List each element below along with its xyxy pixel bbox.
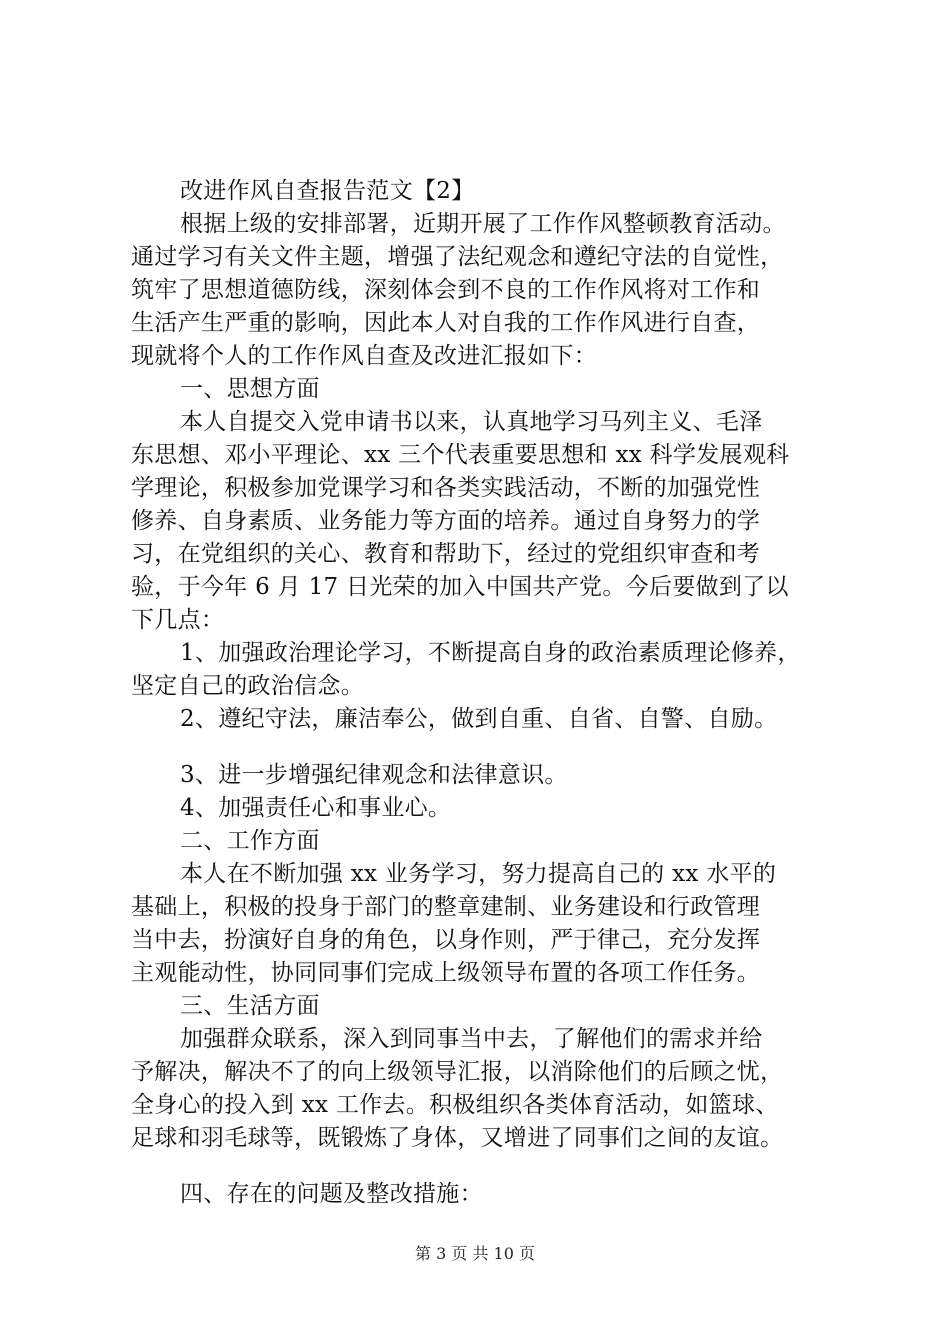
section1-line-3: 学理论，积极参加党课学习和各类实践活动，不断的加强党性 (131, 475, 761, 501)
section2-line-3: 当中去，扮演好自身的角色，以身作则，严于律己，充分发挥 (131, 927, 761, 953)
section1-line-7: 下几点： (131, 607, 225, 633)
section-heading-work: 二、工作方面 (180, 828, 320, 854)
section1-line-5: 习，在党组织的关心、教育和帮助下，经过的党组织审查和考 (131, 541, 761, 567)
section3-line-4: 足球和羽毛球等，既锻炼了身体，又增进了同事们之间的友谊。 (131, 1125, 784, 1151)
section3-line-3: 全身心的投入到 xx 工作去。积极组织各类体育活动，如篮球、 (131, 1092, 779, 1118)
intro-line-4: 生活产生严重的影响，因此本人对自我的工作作风进行自查， (131, 310, 761, 336)
point-3: 3、进一步增强纪律观念和法律意识。 (180, 762, 568, 788)
document-title: 改进作风自查报告范文【2】 (180, 178, 475, 204)
section1-line-1: 本人自提交入党申请书以来，认真地学习马列主义、毛泽 (180, 409, 763, 435)
section3-line-2: 予解决，解决不了的向上级领导汇报，以消除他们的后顾之忧， (131, 1059, 784, 1085)
intro-line-2: 通过学习有关文件主题，增强了法纪观念和遵纪守法的自觉性， (131, 244, 784, 270)
intro-line-5: 现就将个人的工作作风自查及改进汇报如下： (131, 343, 597, 369)
section1-line-6: 验，于今年 6 月 17 日光荣的加入中国共产党。今后要做到了以 (131, 574, 789, 600)
section2-line-4: 主观能动性，协同同事们完成上级领导布置的各项工作任务。 (131, 960, 761, 986)
page-number-footer: 第 3 页 共 10 页 (415, 1244, 535, 1263)
section2-line-1: 本人在不断加强 xx 业务学习，努力提高自己的 xx 水平的 (180, 861, 777, 887)
section1-line-2: 东思想、邓小平理论、xx 三个代表重要思想和 xx 科学发展观科 (131, 442, 790, 468)
section3-line-1: 加强群众联系，深入到同事当中去，了解他们的需求并给 (180, 1026, 763, 1052)
point-4: 4、加强责任心和事业心。 (180, 795, 452, 821)
section-heading-problems: 四、存在的问题及整改措施： (180, 1181, 483, 1207)
section-heading-thought: 一、思想方面 (180, 376, 320, 402)
intro-line-1: 根据上级的安排部署，近期开展了工作作风整顿教育活动。 (180, 211, 786, 237)
section1-line-4: 修养、自身素质、业务能力等方面的培养。通过自身努力的学 (131, 508, 761, 534)
point-2: 2、遵纪守法，廉洁奉公，做到自重、自省、自警、自励。 (180, 706, 778, 732)
intro-line-3: 筑牢了思想道德防线，深刻体会到不良的工作作风将对工作和 (131, 277, 761, 303)
point-1-line-2: 坚定自己的政治信念。 (131, 673, 364, 699)
section2-line-2: 基础上，积极的投身于部门的整章建制、业务建设和行政管理 (131, 894, 761, 920)
section-heading-life: 三、生活方面 (180, 993, 320, 1019)
point-1-line-1: 1、加强政治理论学习，不断提高自身的政治素质理论修养， (180, 640, 801, 666)
